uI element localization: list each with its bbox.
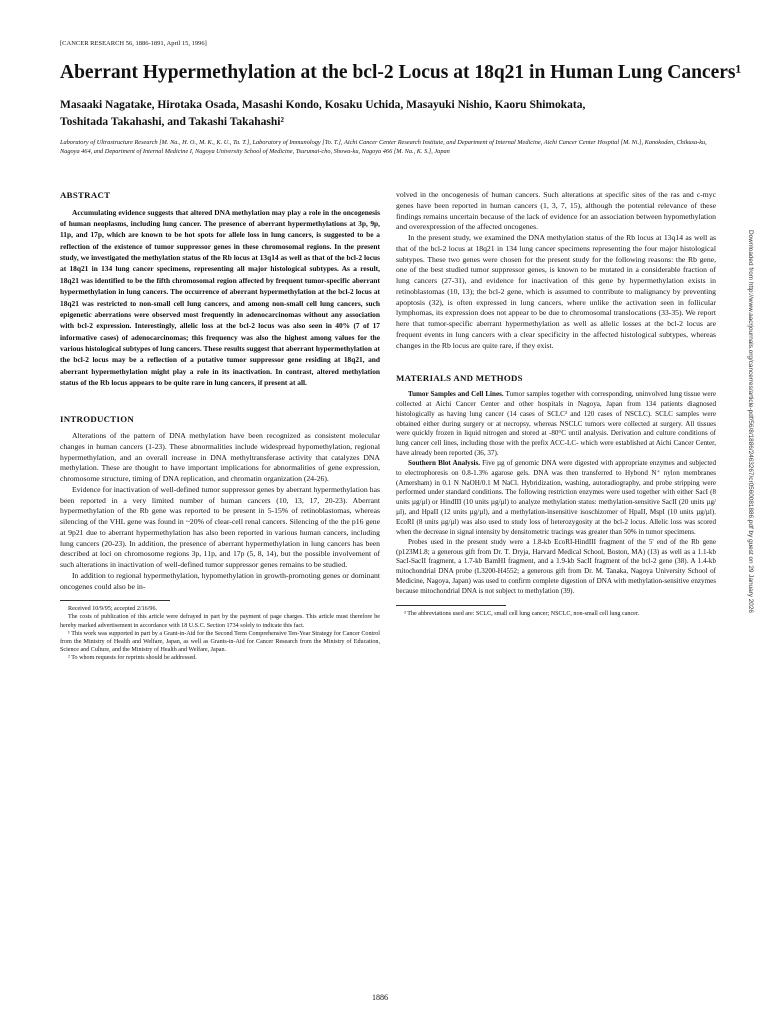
paragraph-text: Five µg of genomic DNA were digested with appropriate enzymes and subjected to electrophoresis on 0.8-1.3% agarose gels. DNA was then transferred to Hybond N⁺ nylon membranes (Amersham) in 0.1 N NaOH/0.1 M NaCl. Hybridization, washing, autoradiography, and probe stripping were performed under standard conditions. The following restriction enzymes were used together with either SacI (8 units µg/µl) or HindIII (10 units µg/µl) to analyze methylation status: methylation-sensitive SacII (20 units µg/µl), and HpaII (12 units µg/µl), and a methylation-insensitive isoschizomer of HpaII, MspI (10 units µg/µl). EcoRI (8 units µg/µl) was also used to study loss of heterozygosity at the bcl-2 locus. Allelic loss was scored when the decrease in signal intensity by densitometric tracings was greater than 50% in tumor specimens. — [396, 458, 716, 536]
abstract-text: Accumulating evidence suggests that altered DNA methylation may play a role in the oncogenesis of human neoplasms, including lung cancer. The presence of aberrant hypermethylations at 3p, 9p, 11p, and 17p, which are known to be hot spots for allele loss in lung cancers, is suggested to be a reflection of the existence of tumor suppressor genes in these chromosomal regions. In the present study, we investigated the methylation status of the Rb locus at 13q14 as well as that of the bcl-2 locus at 18q21 in 134 lung cancer specimens, representing all major histological subtypes. As a result, 18q21 was identified to be the fifth chromosomal region affected by frequent tumor-specific aberrant hypermethylation in lung cancers. The occurrence of aberrant hypermethylation at the bcl-2 locus at 18q21 was restricted to non-small cell lung cancers, and among non-small cell lung cancers, such epigenetic aberrations were observed most frequently in adenocarcinomas without any association with bcl-2 expression. Interestingly, allelic loss at the bcl-2 locus was also seen in 40% (7 of 17 informative cases) of adenocarcinomas; this frequency was also the highest among values for the various histological subtypes of lung cancers. These results suggest that aberrant hypermethylation at the bcl-2 locus may be a reflection of a putative tumor suppressor gene residing at 18q21, and aberrant hypermethylation might play a role in its inactivation. In contrast, altered methylation status of the Rb locus appears to be quite rare in lung cancers, if present at all. — [60, 207, 380, 387]
footnote: ¹ This work was supported in part by a Grant-in-Aid for the Second Term Comprehensive Ten-Year Strategy for Cancer Control from the Ministry of Health and Welfare, Japan, as well as Grants-in-Aid for Cancer Research from the Ministry of Education, Science and Culture, and the Ministry of Health and Welfare, Japan. — [60, 630, 380, 654]
footnote-rule — [60, 600, 170, 601]
intro-paragraph: In addition to regional hypermethylation, hypomethylation in growth-promoting genes or dominant oncogenes could also be in- — [60, 570, 380, 591]
paragraph-text: Probes used in the present study were a 1.8-kb EcoRI-HindIII fragment of the 5' end of the Rb gene (p123M1.8; a generous gift from Dr. T. Dryja, Harvard Medical School, Boston, MA) (13) as well as a 1.1-kb SacI-SacII fragment, a 1.7-kb BamHI fragment, and a 1.9-kb SacII fragment of the bcl-2 gene (38). A 1.4-kb mitochondrial DNA probe (L3200-H4552; a generous gift from Dr. M. Tanaka, Nagoya University School of Medicine, Nagoya, Japan) was used to confirm complete digestion of DNA with methylation-sensitive enzymes because mitochondrial DNA is not subject to methylation (39). — [396, 537, 716, 595]
author-list — [60, 97, 720, 131]
page-number: 1886 — [372, 993, 388, 1002]
right-column — [396, 190, 716, 618]
methods-heading: MATERIALS AND METHODS — [396, 373, 523, 384]
footnote: Received 10/9/95; accepted 2/16/96. — [68, 606, 158, 613]
footnote-rule — [396, 605, 506, 606]
author-line: Toshitada Takahashi, and Takashi Takahashi² — [60, 116, 284, 128]
affiliation: Laboratory of Ultrastructure Research [M. Na., H. O., M. K., K. U., Ta. T.], Laboratory of Immunology [To. T.], Aichi Cancer Center Research Institute, and Department of Internal Medicine, Aichi Cancer Center Hospital [M. Ni.], Kanokoden, Chikusa-ku, Nagoya 464, and Department of Internal Medicine I, Nagoya University School of Medicine, Tsurumai-cho, Showa-ku, Nagoya 466 [M. Na., K. S.], Japan — [60, 139, 707, 155]
article-title: Aberrant Hypermethylation at the bcl-2 Locus at 18q21 in Human Lung Cancers¹ — [60, 62, 742, 83]
left-column — [60, 190, 380, 663]
intro-paragraph: Evidence for inactivation of well-defined tumor suppressor genes by aberrant hypermethylation has been reported in a very limited number of human cancers (10, 13, 17, 20-23). Aberrant hypermethylation of the Rb gene was reported to be present in 5-15% of retinoblastomas, whereas silencing of the VHL gene was found in ~20% of clear-cell renal cancers. Silencing of the the p16 gene at 9p21 due to aberrant hypermethylation has also been reported in various human cancers, including lung cancers (20-23). In addition, the presence of aberrant hypermethylation in lung cancers has been described at loci on chromosome regions 3p, 11p, and 17p (5, 8, 14), but the possible involvement of such alterations in inactivation of well-defined tumor suppressor genes remains to be studied. — [60, 484, 380, 569]
author-line: Masaaki Nagatake, Hirotaka Osada, Masashi Kondo, Kosaku Uchida, Masayuki Nishio, Kaoru Shimokata, — [60, 99, 586, 111]
download-watermark — [745, 230, 759, 930]
intro-continued-paragraph: volved in the oncogenesis of human cancers. Such alterations at specific sites of the ras and c-myc genes have been reported in human cancers (1, 3, 7, 15), although the potential relevance of these findings remains uncertain because of the lack of evidence for an association between hypomethylation and overexpression of the affected oncogenes. — [396, 190, 716, 232]
footnote: ² To whom requests for reprints should be addressed. — [68, 655, 197, 662]
introduction-heading: INTRODUCTION — [60, 414, 134, 425]
run-in-heading: Tumor Samples and Cell Lines. — [408, 390, 504, 398]
methods-paragraph — [396, 538, 716, 597]
paragraph-text: Tumor samples together with corresponding, uninvolved lung tissue were collected at Aichi Cancer Center and other hospitals in Nagoya, Japan from 134 patients diagnosed histologically as having lung cancer (14 cases of SCLC³ and 120 cases of NSCLC). SCLC samples were obtained either during surgery or at necropsy, whereas NSCLC tumors were collected at surgery. All tissues were quickly frozen in liquid nitrogen and stored at -80°C until analysis. Derivation and culture conditions of lung cancer cell lines, including those with the prefix ACC-LC- which were established at Aichi Cancer Center, have already been reported (36, 37). — [396, 390, 716, 458]
run-in-heading: Southern Blot Analysis. — [408, 458, 480, 467]
journal-header: [CANCER RESEARCH 56, 1886-1891, April 15, 1996] — [60, 40, 207, 47]
footnote: The costs of publication of this article were defrayed in part by the payment of page charges. This article must therefore be hereby marked advertisement in accordance with 18 U.S.C. Section 1734 solely to indicate this fact. — [60, 614, 380, 629]
methods-paragraph — [396, 459, 716, 538]
methods-paragraph — [396, 390, 716, 459]
intro-paragraph: Alterations of the pattern of DNA methylation have been recognized as consistent molecular changes in human cancers (1-23). These abnormalities include widespread hypomethylation, regional hypermethylation, and an overall increase in DNA methyltransferase activity that catalyzes DNA methylation. These are thought to have important implications for abnormalities of gene expression, chromosome structure, timing of DNA replication, and chromatin organization (24-26). — [60, 431, 380, 483]
abstract-heading: ABSTRACT — [60, 190, 111, 200]
download-notice: Downloaded from http://www.aacrjournals.org/cancerres/article-pdf/56/8/1886/2463267/cr0560081886.pdf by guest on 29 January 2026 — [747, 230, 754, 613]
methods-body — [396, 390, 716, 597]
footnote: ³ The abbreviations used are: SCLC, small cell lung cancer; NSCLC, non-small cell lung cancer. — [404, 610, 640, 617]
intro-paragraph: In the present study, we examined the DNA methylation status of the Rb locus at 13q14 as well as that of the bcl-2 locus at 18q21 in 134 lung cancer specimens representing the four major histological subtypes. These two genes were chosen for the present study for the following reasons: the Rb gene, one of the best studied tumor suppressor genes, is known to be mutated in a considerable fraction of lung cancers (27-31), and evidence for inactivation of this gene by hypermethylation exists in retinoblastomas (10, 13); the bcl-2 gene, which is assumed to contribute to malignancy by preventing apoptosis (32), is often expressed in lung cancers, where unlike the activation seen in follicular lymphomas, its expression does not appear to be due to chromosomal translocations (33-35). We report here that tumor-specific aberrant hypermethylation as well as allelic losses at the bcl-2 locus are frequent events in lung cancers with a clear specificity in the affected histological subtypes, whereas changes in the Rb locus are quite rare, if they exist. — [396, 233, 716, 350]
